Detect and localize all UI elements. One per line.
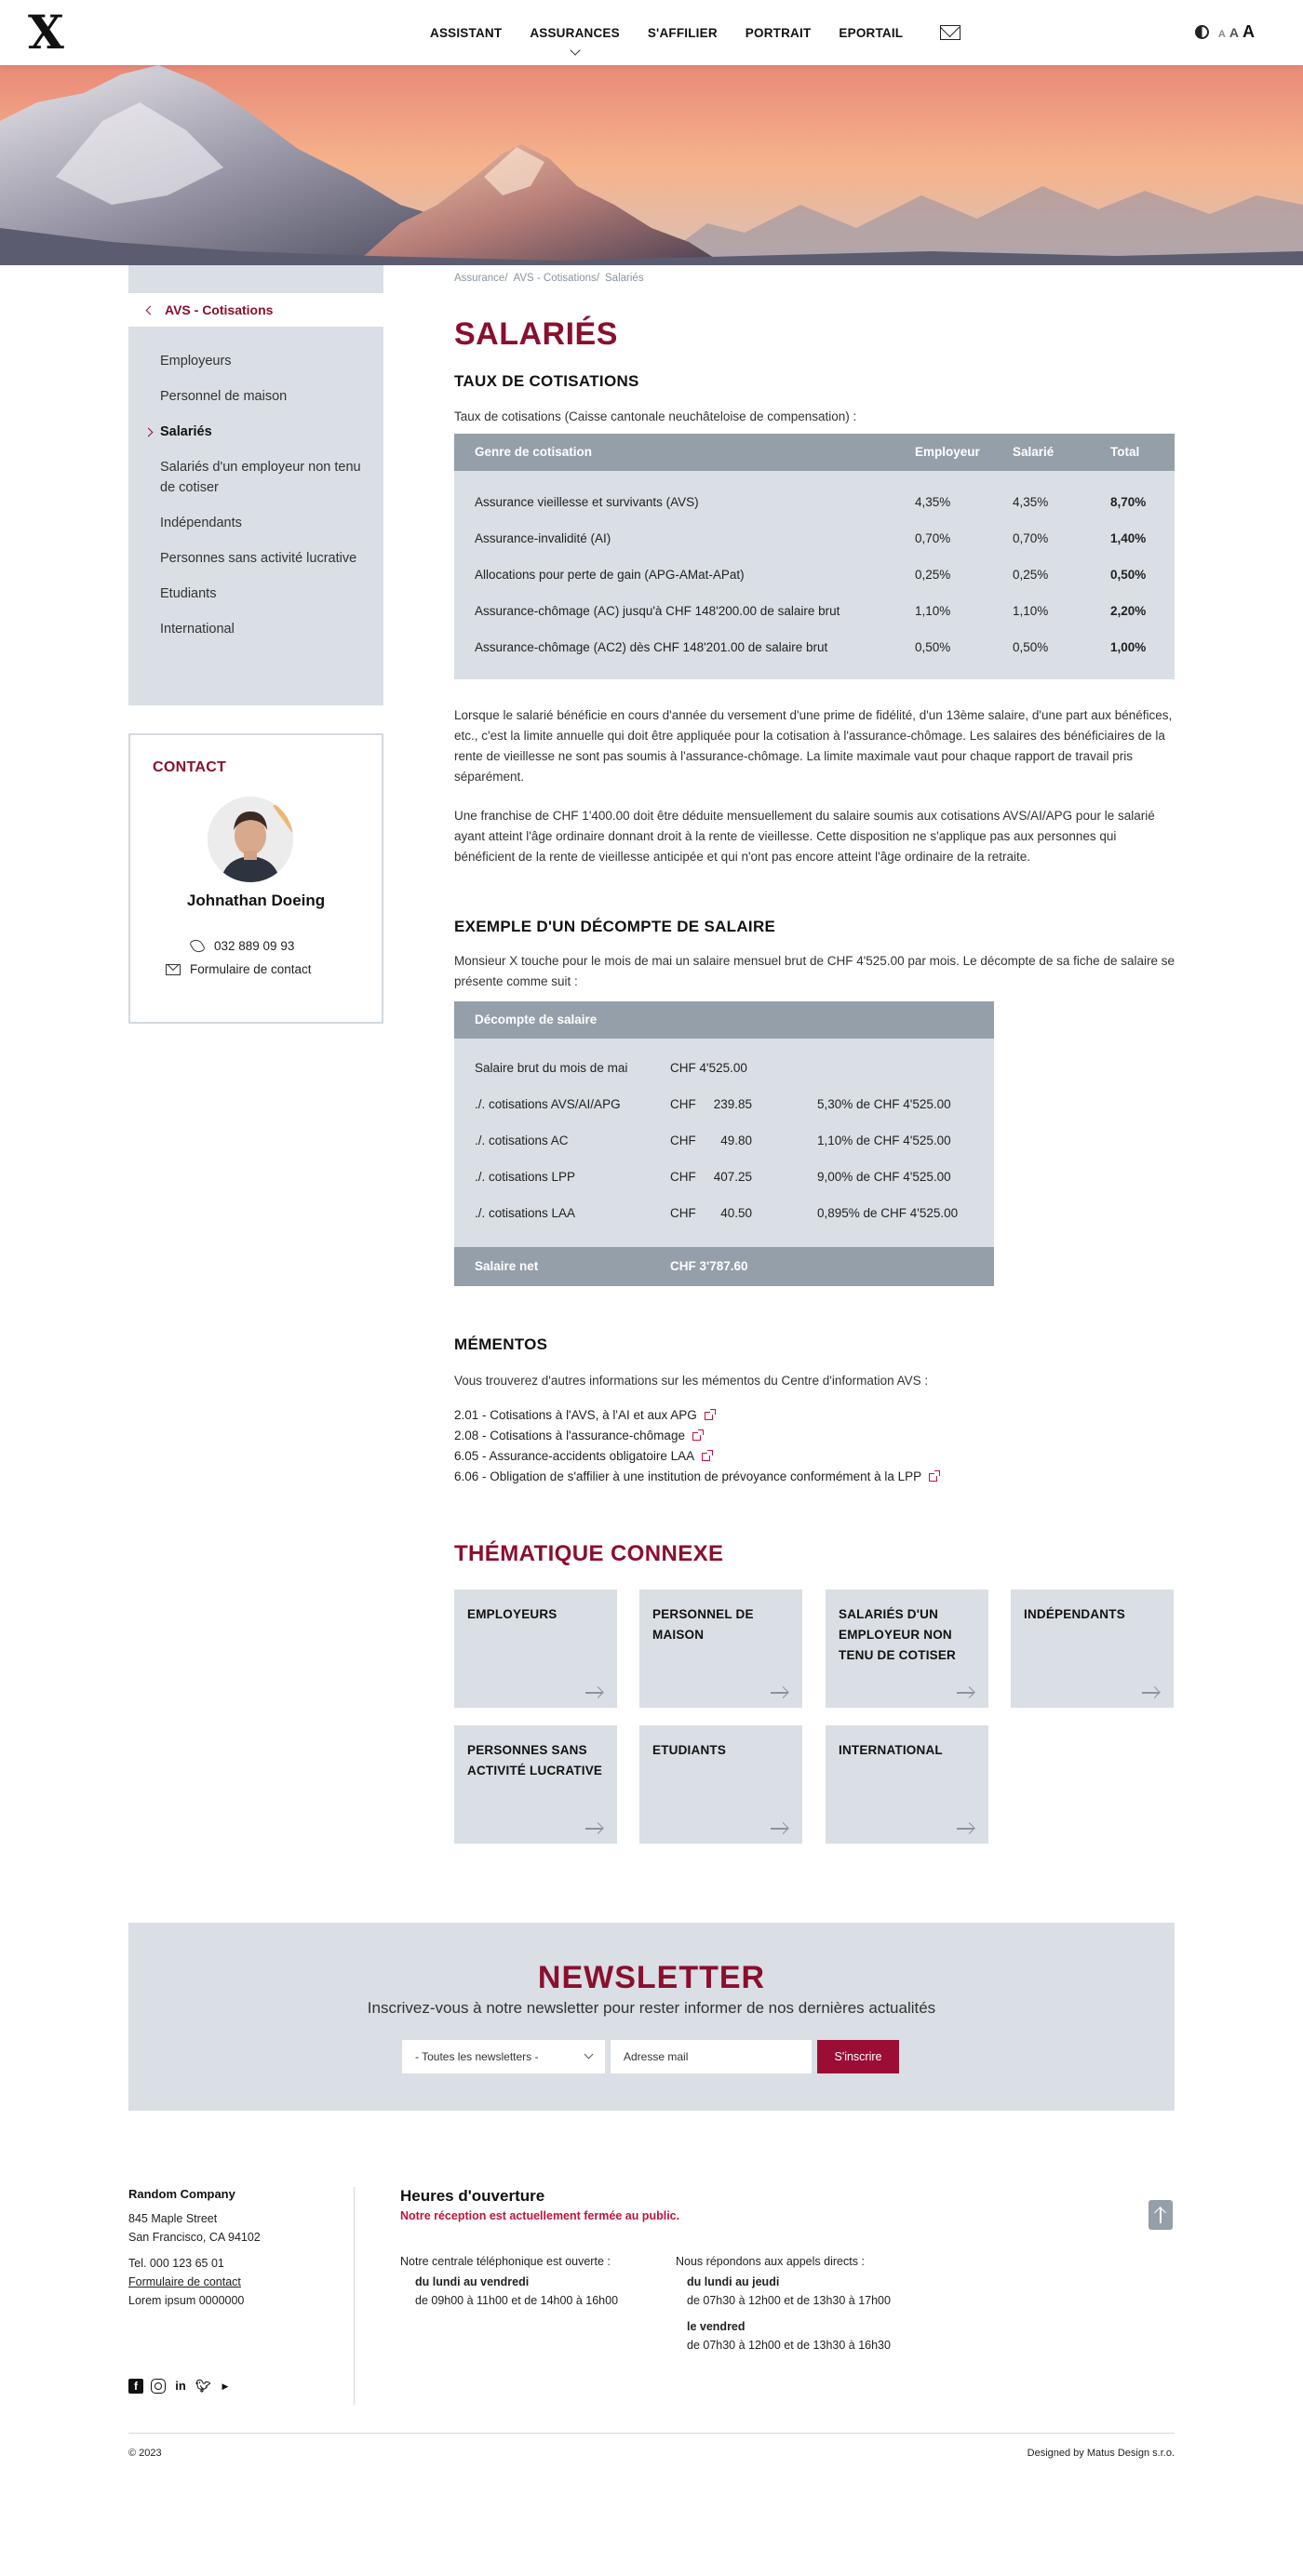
hero-mountain-banner	[0, 65, 1303, 265]
related-heading: THÉMATIQUE CONNEXE	[454, 1541, 724, 1566]
statement-currency: CHF	[670, 1206, 696, 1220]
sidebar-spacer	[128, 265, 383, 293]
footer-address-line-1: 845 Maple Street	[128, 2212, 218, 2225]
contact-phone-link[interactable]: 032 889 09 93	[214, 938, 295, 953]
statement-amount: 40.50	[720, 1206, 752, 1220]
paragraph-chomage: Lorsque le salarié bénéficie en cours d'année du versement d'une prime de fidélité, d'un 13ème salaire, d'une part aux bénéfices, etc., c'est la limite annuelle qui doit être appliquée pour la cotisation à l'assurance-chômage. Les salaires des bénéficiaires de la rente de vieillesse ne sont pas soumis à l'assurance-chômage. La limite maximale vaut pour chaque rapport de travail pris séparément.	[454, 708, 1173, 784]
contact-form-link[interactable]: Formulaire de contact	[190, 962, 312, 976]
related-card-sans-activite[interactable]	[454, 1725, 617, 1844]
table-row	[454, 1195, 994, 1231]
related-card-etudiants[interactable]	[639, 1725, 802, 1844]
newsletter-select-value: - Toutes les newsletters -	[415, 2050, 539, 2063]
contact-form-row	[166, 962, 312, 976]
rates-table	[454, 434, 1175, 679]
salary-statement-table	[454, 1001, 994, 1285]
rate-employeur: 1,10%	[915, 604, 951, 618]
table-row	[454, 520, 1175, 557]
sidebar-back-link[interactable]	[128, 293, 383, 327]
nav-assurances-label: ASSURANCES	[530, 25, 620, 40]
statement-label: ./. cotisations LAA	[475, 1206, 576, 1220]
list-item	[454, 1467, 937, 1487]
newsletter-subtitle: Inscrivez-vous à notre newsletter pour rester informer de nos dernières actualités	[367, 1999, 936, 2017]
chevron-down-icon	[584, 2050, 594, 2059]
footer-company-name: Random Company	[128, 2187, 235, 2201]
site-logo[interactable]: X	[28, 5, 64, 60]
nav-eportail[interactable]: EPORTAIL	[839, 25, 904, 40]
statement-amount: 239.85	[713, 1097, 752, 1111]
table-row	[454, 1086, 994, 1122]
statement-currency: CHF	[670, 1134, 696, 1147]
statement-currency: CHF 4'525.00	[670, 1061, 747, 1075]
related-card-label: EMPLOYEURS	[467, 1607, 557, 1621]
footer-hours-title: Heures d'ouverture	[400, 2187, 545, 2205]
statement-amount: 49.80	[720, 1134, 752, 1147]
sidebar-list	[128, 327, 383, 639]
rate-genre: Assurance vieillesse et survivants (AVS)	[475, 495, 699, 509]
table-row	[454, 484, 1175, 520]
rates-intro: Taux de cotisations (Caisse cantonale neuchâteloise de compensation) :	[454, 409, 857, 423]
contact-title: CONTACT	[153, 759, 227, 775]
chevron-down-icon	[570, 45, 580, 55]
salary-statement-footer	[454, 1247, 994, 1286]
rate-employeur: 4,35%	[915, 495, 951, 509]
rates-col-salarie: Salarié	[1013, 445, 1054, 459]
footer-lorem: Lorem ipsum 0000000	[128, 2294, 245, 2307]
sidebar-item-etudiants[interactable]: Etudiants	[160, 586, 217, 601]
arrow-right-icon	[585, 1687, 604, 1698]
related-card-salaries-employeur-non-tenu[interactable]	[826, 1590, 988, 1708]
rates-col-genre: Genre de cotisation	[475, 445, 593, 459]
nav-saffilier[interactable]: S'AFFILIER	[647, 25, 718, 40]
paragraph-franchise: Une franchise de CHF 1'400.00 doit être déduite mensuellement du salaire soumis aux cotisations AVS/AI/APG pour le salarié ayant atteint l'âge ordinaire donnant droit à la rente de vieillesse. Cette disposition ne s'applique pas aux personnes qui bénéficient de la rente de vieillesse anticipée et qui n'ont pas encore atteint l'âge ordinaire de la retraite.	[454, 809, 1155, 864]
footer-direct-hours-2: de 07h30 à 12h00 et de 13h30 à 16h30	[687, 2339, 891, 2352]
external-link-icon	[692, 1432, 701, 1441]
newsletter-select[interactable]	[402, 2040, 605, 2073]
page-title: SALARIÉS	[454, 316, 618, 352]
arrow-right-icon	[771, 1687, 789, 1698]
statement-label: ./. cotisations AVS/AI/APG	[475, 1097, 621, 1111]
font-size-large-button[interactable]: A	[1243, 22, 1255, 41]
arrow-right-icon	[957, 1687, 975, 1698]
footer-direct-days-1: du lundi au jeudi	[687, 2275, 780, 2288]
rate-genre: Assurance-chômage (AC2) dès CHF 148'201.00 de salaire brut	[475, 640, 828, 654]
contrast-toggle-icon[interactable]	[1195, 25, 1209, 39]
chevron-left-icon	[146, 305, 155, 315]
mementos-list	[454, 1405, 937, 1487]
rates-table-header	[454, 434, 1175, 471]
sidebar-menu	[128, 265, 383, 705]
breadcrumb-separator: /	[596, 273, 600, 284]
related-card-label: PERSONNES SANS ACTIVITÉ LUCRATIVE	[467, 1743, 603, 1778]
sidebar-item-independants[interactable]: Indépendants	[160, 516, 242, 530]
sidebar-item-personnel-de-maison[interactable]: Personnel de maison	[160, 389, 288, 404]
table-row	[454, 1050, 994, 1086]
related-card-independants[interactable]	[1011, 1590, 1174, 1708]
breadcrumb-avs-cotisations[interactable]: AVS - Cotisations	[513, 273, 597, 284]
external-link-icon	[702, 1453, 710, 1461]
contact-card	[128, 733, 383, 1024]
list-item	[454, 1446, 937, 1467]
memento-link[interactable]: 6.06 - Obligation de s'affilier à une institution de prévoyance conformément à la LPP	[454, 1469, 922, 1483]
sidebar-item-employeurs[interactable]: Employeurs	[160, 354, 232, 369]
nav-assistant[interactable]: ASSISTANT	[430, 25, 503, 40]
memento-link[interactable]: 2.01 - Cotisations à l'AVS, à l'AI et aux APG	[454, 1408, 697, 1422]
statement-rate: 5,30% de CHF 4'525.00	[817, 1097, 951, 1111]
external-link-icon	[705, 1412, 713, 1420]
rate-total: 0,50%	[1110, 568, 1147, 582]
breadcrumb	[454, 273, 1175, 284]
font-size-small-button[interactable]: A	[1217, 29, 1226, 40]
sidebar-back-label: AVS - Cotisations	[165, 302, 274, 317]
footer-designed-by[interactable]: Designed by Matus Design s.r.o.	[1027, 2448, 1175, 2459]
youtube-icon[interactable]: ▶	[222, 2381, 229, 2391]
newsletter-email-input[interactable]	[611, 2040, 812, 2073]
footer-direct-days-2: le vendred	[687, 2320, 746, 2333]
footer-closed-notice: Notre réception est actuellement fermée au public.	[400, 2209, 680, 2222]
main-nav	[430, 0, 960, 65]
list-item	[454, 1426, 937, 1446]
footer-direct-intro: Nous répondons aux appels directs :	[676, 2255, 865, 2268]
back-to-top-icon[interactable]	[1149, 2200, 1173, 2230]
table-row	[454, 1122, 994, 1159]
footer-contact-link[interactable]: Formulaire de contact	[128, 2275, 241, 2288]
nav-portrait[interactable]: PORTRAIT	[745, 25, 812, 40]
table-row	[454, 1159, 994, 1195]
instagram-icon[interactable]	[151, 2379, 166, 2394]
sidebar-item-salaries-employeur-non-tenu[interactable]: Salariés d'un employeur non tenu de cotiser	[160, 460, 361, 495]
arrow-right-icon	[771, 1823, 789, 1834]
statement-rate: 0,895% de CHF 4'525.00	[817, 1206, 959, 1220]
footer-copyright: © 2023	[128, 2448, 162, 2459]
footer-tel: Tel. 000 123 65 01	[128, 2257, 224, 2270]
avatar-portrait	[208, 797, 293, 882]
rate-salarie: 0,50%	[1013, 640, 1049, 654]
sidebar-item-international[interactable]: International	[160, 622, 235, 637]
arrow-right-icon	[957, 1823, 975, 1834]
rates-heading: TAUX DE COTISATIONS	[454, 372, 639, 390]
envelope-icon	[166, 964, 181, 975]
salary-statement-header: Décompte de salaire	[454, 1001, 994, 1039]
main-content	[454, 265, 1175, 284]
contact-phone-row	[190, 938, 294, 953]
newsletter-section	[128, 1923, 1175, 2111]
phone-icon	[190, 938, 205, 953]
table-row	[454, 593, 1175, 629]
avatar	[208, 797, 293, 882]
footer-phone-intro: Notre centrale téléphonique est ouverte :	[400, 2255, 611, 2268]
sidebar-item-sans-activite[interactable]: Personnes sans activité lucrative	[160, 551, 357, 566]
statement-amount: 407.25	[713, 1170, 752, 1184]
related-card-personnel-de-maison[interactable]	[639, 1590, 802, 1708]
linkedin-icon[interactable]: in	[175, 2379, 186, 2393]
rate-salarie: 4,35%	[1013, 495, 1049, 509]
rate-total: 2,20%	[1110, 604, 1147, 618]
table-row	[454, 629, 1175, 665]
memento-link[interactable]: 2.08 - Cotisations à l'assurance-chômage	[454, 1429, 685, 1442]
newsletter-title: NEWSLETTER	[537, 1960, 766, 1995]
arrow-right-icon	[1142, 1687, 1161, 1698]
related-card-employeurs[interactable]	[454, 1590, 617, 1708]
net-salary-value: CHF 3'787.60	[670, 1259, 748, 1273]
statement-currency: CHF	[670, 1170, 696, 1184]
external-link-icon	[929, 1473, 937, 1482]
breadcrumb-assurance[interactable]: Assurance	[454, 273, 505, 284]
rate-total: 1,40%	[1110, 531, 1147, 545]
related-card-label: PERSONNEL DE MAISON	[652, 1607, 754, 1642]
breadcrumb-current: Salariés	[605, 273, 644, 284]
rates-col-total: Total	[1110, 445, 1140, 459]
footer-direct-hours-1: de 07h30 à 12h00 et de 13h30 à 17h00	[687, 2294, 891, 2307]
related-card-label: INTERNATIONAL	[839, 1743, 943, 1757]
statement-label: ./. cotisations AC	[475, 1134, 569, 1147]
memento-link[interactable]: 6.05 - Assurance-accidents obligatoire LAA	[454, 1449, 695, 1463]
rate-salarie: 0,25%	[1013, 568, 1049, 582]
rates-col-employeur: Employeur	[915, 445, 980, 459]
nav-assurances[interactable]	[530, 26, 620, 40]
footer-phone-days: du lundi au vendredi	[415, 2275, 530, 2288]
font-size-medium-button[interactable]: A	[1229, 25, 1239, 40]
related-card-label: INDÉPENDANTS	[1024, 1607, 1125, 1621]
rate-total: 1,00%	[1110, 640, 1147, 654]
social-links	[128, 2379, 233, 2394]
rate-total: 8,70%	[1110, 495, 1147, 509]
accessibility-tools	[1195, 22, 1255, 42]
twitter-icon[interactable]: 🐦︎	[195, 2379, 211, 2393]
rate-salarie: 0,70%	[1013, 531, 1049, 545]
related-card-international[interactable]	[826, 1725, 988, 1844]
mementos-intro: Vous trouverez d'autres informations sur les mémentos du Centre d'information AVS :	[454, 1374, 929, 1388]
footer-divider	[354, 2187, 355, 2405]
statement-currency: CHF	[670, 1097, 696, 1111]
footer-phone-hours: de 09h00 à 11h00 et de 14h00 à 16h00	[415, 2294, 619, 2307]
sidebar-item-salaries[interactable]: Salariés	[160, 422, 365, 442]
statement-rate: 1,10% de CHF 4'525.00	[817, 1134, 951, 1147]
site-header	[0, 0, 1303, 65]
mail-icon[interactable]	[940, 25, 960, 40]
rate-salarie: 1,10%	[1013, 604, 1049, 618]
net-salary-label: Salaire net	[475, 1259, 539, 1273]
statement-label: Salaire brut du mois de mai	[475, 1061, 628, 1075]
arrow-right-icon	[585, 1823, 604, 1834]
rate-genre: Assurance-chômage (AC) jusqu'à CHF 148'200.00 de salaire brut	[475, 604, 840, 618]
footer-bottom-divider	[128, 2433, 1175, 2434]
mementos-heading: MÉMENTOS	[454, 1335, 548, 1353]
footer-address-line-2: San Francisco, CA 94102	[128, 2231, 261, 2244]
related-card-label: ETUDIANTS	[652, 1743, 727, 1757]
related-card-label: SALARIÉS D'UN EMPLOYEUR NON TENU DE COTISER	[839, 1607, 957, 1662]
breadcrumb-separator: /	[504, 273, 508, 284]
facebook-icon[interactable]: f	[128, 2379, 143, 2394]
statement-rate: 9,00% de CHF 4'525.00	[817, 1170, 951, 1184]
list-item	[454, 1405, 937, 1426]
rate-genre: Allocations pour perte de gain (APG-AMat-APat)	[475, 568, 745, 582]
example-intro: Monsieur X touche pour le mois de mai un salaire mensuel brut de CHF 4'525.00 par mois. Le décompte de sa fiche de salaire se présente comme suit :	[454, 954, 1175, 988]
rate-genre: Assurance-invalidité (AI)	[475, 531, 611, 545]
statement-label: ./. cotisations LPP	[475, 1170, 576, 1184]
rate-employeur: 0,50%	[915, 640, 951, 654]
mountain-illustration	[0, 65, 1303, 265]
rate-employeur: 0,70%	[915, 531, 951, 545]
example-heading: EXEMPLE D'UN DÉCOMPTE DE SALAIRE	[454, 918, 776, 935]
newsletter-subscribe-button[interactable]: S'inscrire	[817, 2040, 899, 2073]
table-row	[454, 557, 1175, 593]
rate-employeur: 0,25%	[915, 568, 951, 582]
contact-name: Johnathan Doeing	[186, 892, 326, 909]
